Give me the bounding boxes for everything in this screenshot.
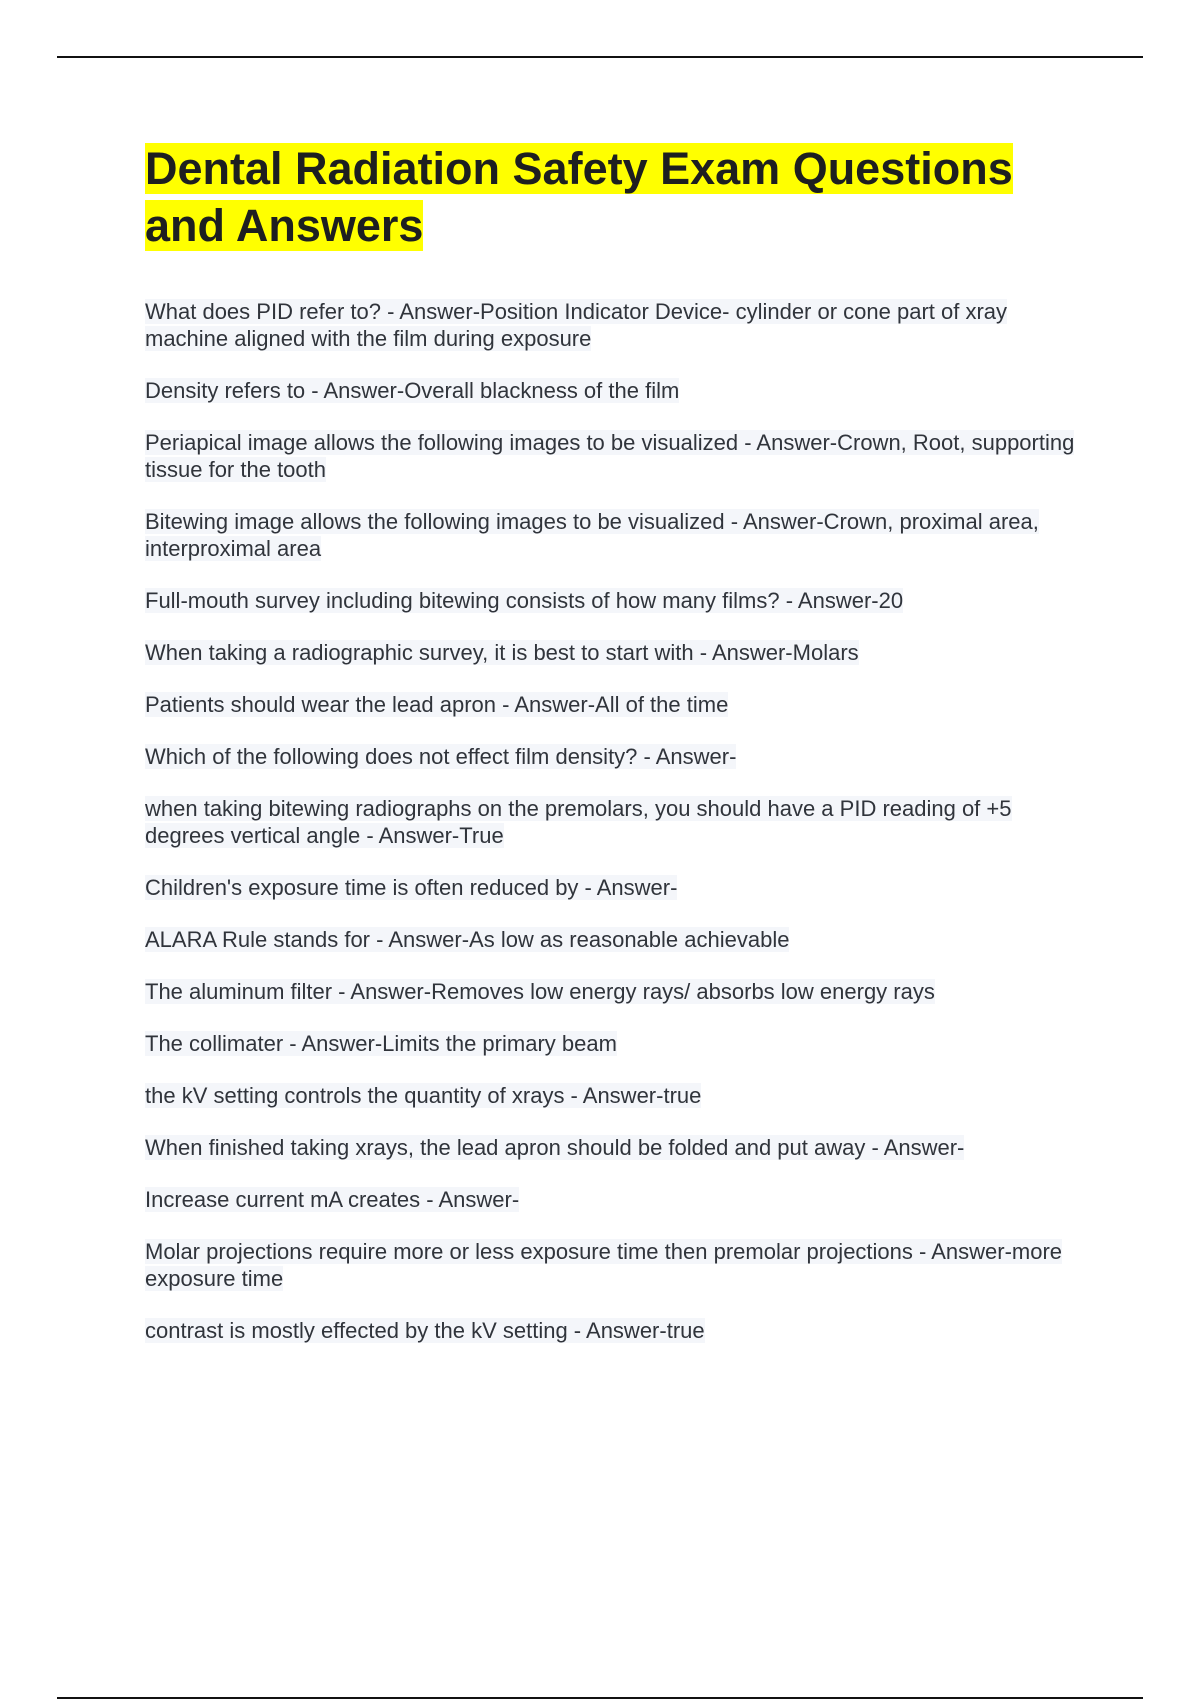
qa-item: [145, 508, 1080, 562]
qa-item-text: ALARA Rule stands for - Answer-As low as reasonable achievable: [145, 927, 790, 952]
qa-item-text: contrast is mostly effected by the kV setting - Answer-true: [145, 1318, 705, 1343]
qa-item: [145, 926, 1080, 953]
qa-item-text: What does PID refer to? - Answer-Position Indicator Device- cylinder or cone part of xray machine aligned with the film during exposure: [145, 299, 1008, 351]
qa-item: [145, 1082, 1080, 1109]
qa-item: [145, 298, 1080, 352]
document-title-text: Dental Radiation Safety Exam Questions and Answers: [145, 143, 1013, 251]
qa-item-text: Children's exposure time is often reduced by - Answer-: [145, 875, 678, 900]
qa-item: [145, 874, 1080, 901]
qa-item-text: when taking bitewing radiographs on the premolars, you should have a PID reading of +5 degrees vertical angle - Answer-True: [145, 796, 1012, 848]
qa-item-text: Which of the following does not effect film density? - Answer-: [145, 744, 737, 769]
qa-item: [145, 978, 1080, 1005]
qa-item: [145, 1186, 1080, 1213]
qa-item-text: Molar projections require more or less exposure time then premolar projections - Answer-more exposure time: [145, 1239, 1063, 1291]
qa-item: [145, 1030, 1080, 1057]
qa-item: [145, 1134, 1080, 1161]
qa-item: [145, 429, 1080, 483]
qa-item-text: When finished taking xrays, the lead apron should be folded and put away - Answer-: [145, 1135, 965, 1160]
qa-item: [145, 795, 1080, 849]
qa-item-text: Density refers to - Answer-Overall blackness of the film: [145, 378, 680, 403]
qa-item: [145, 587, 1080, 614]
qa-item-text: Increase current mA creates - Answer-: [145, 1187, 520, 1212]
qa-item-text: the kV setting controls the quantity of xrays - Answer-true: [145, 1083, 702, 1108]
qa-item: [145, 1317, 1080, 1344]
qa-item: [145, 377, 1080, 404]
qa-item-text: Bitewing image allows the following images to be visualized - Answer-Crown, proximal area, interproximal area: [145, 509, 1039, 561]
document-title: [145, 140, 1080, 254]
qa-item-text: The aluminum filter - Answer-Removes low energy rays/ absorbs low energy rays: [145, 979, 935, 1004]
qa-item: [145, 639, 1080, 666]
qa-item: [145, 743, 1080, 770]
qa-item-text: Patients should wear the lead apron - Answer-All of the time: [145, 692, 729, 717]
qa-item-text: Full-mouth survey including bitewing consists of how many films? - Answer-20: [145, 588, 904, 613]
qa-item-text: When taking a radiographic survey, it is best to start with - Answer-Molars: [145, 640, 859, 665]
qa-item: [145, 1238, 1080, 1292]
qa-item-text: Periapical image allows the following images to be visualized - Answer-Crown, Root, supporting tissue for the tooth: [145, 430, 1075, 482]
qa-item: [145, 691, 1080, 718]
top-rule: [57, 56, 1143, 58]
bottom-rule: [57, 1697, 1143, 1699]
qa-item-text: The collimater - Answer-Limits the primary beam: [145, 1031, 617, 1056]
document-body: [145, 140, 1080, 1369]
